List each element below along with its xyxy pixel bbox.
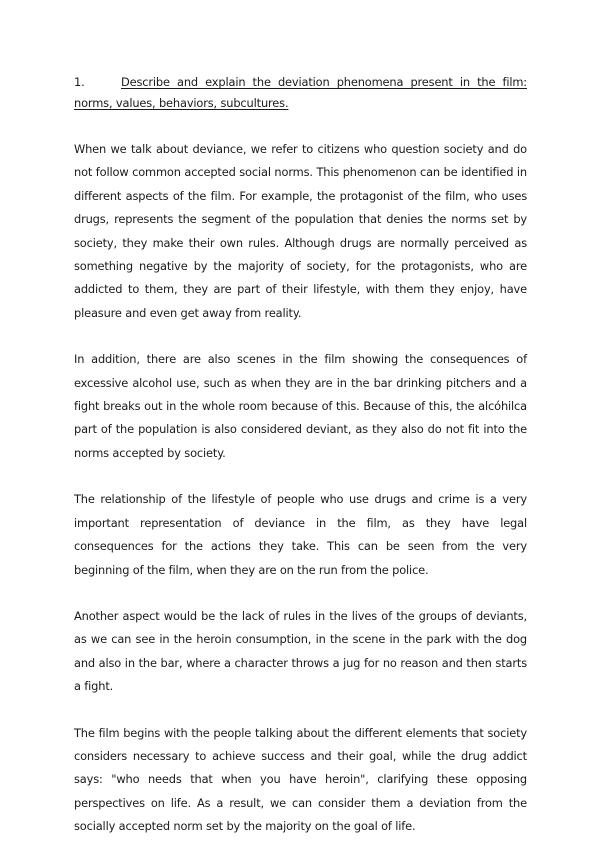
section-heading-text: Describe and explain the deviation phenomena present in the film: norms, values, behaviors, subcultures. (74, 75, 527, 110)
section-number: 1. (74, 75, 85, 89)
paragraph-4: Another aspect would be the lack of rules in the lives of the groups of deviants, as we can see in the heroin consumption, in the scene in the park with the dog and also in the bar, where a character throws a jug for no reason and then starts a fight. (74, 608, 527, 694)
paragraph-5: The film begins with the people talking about the different elements that society considers necessary to achieve success and their goal, while the drug addict says: "who needs that when you have heroin", clarifying these opposing perspectives on life. As a result, we can consider them a deviation from the socially accepted norm set by the majority on the goal of life. (74, 725, 527, 834)
paragraph-2: In addition, there are also scenes in the film showing the consequences of excessive alcohol use, such as when they are in the bar drinking pitchers and a fight breaks out in the whole room because of this. Because of this, the alcóhilca part of the population is also considered deviant, as they also do not fit into the norms accepted by society. (74, 352, 527, 460)
paragraph-3: The relationship of the lifestyle of people who use drugs and crime is a very important representation of deviance in the film, as they have legal consequences for the actions they take. This can be seen from the very beginning of the film, when they are on the run from the police. (74, 492, 527, 577)
document-body (74, 72, 527, 862)
section-heading (74, 72, 527, 114)
paragraph-1: When we talk about deviance, we refer to citizens who question society and do not follow common accepted social norms. This phenomenon can be identified in different aspects of the film. For example, the protagonist of the film, who uses drugs, represents the segment of the population that denies the norms set by society, they make their own rules. Although drugs are normally perceived as something negative by the majority of society, for the protagonists, who are addicted to them, they are part of their lifestyle, with them they enjoy, have pleasure and even get away from reality. (74, 142, 527, 320)
